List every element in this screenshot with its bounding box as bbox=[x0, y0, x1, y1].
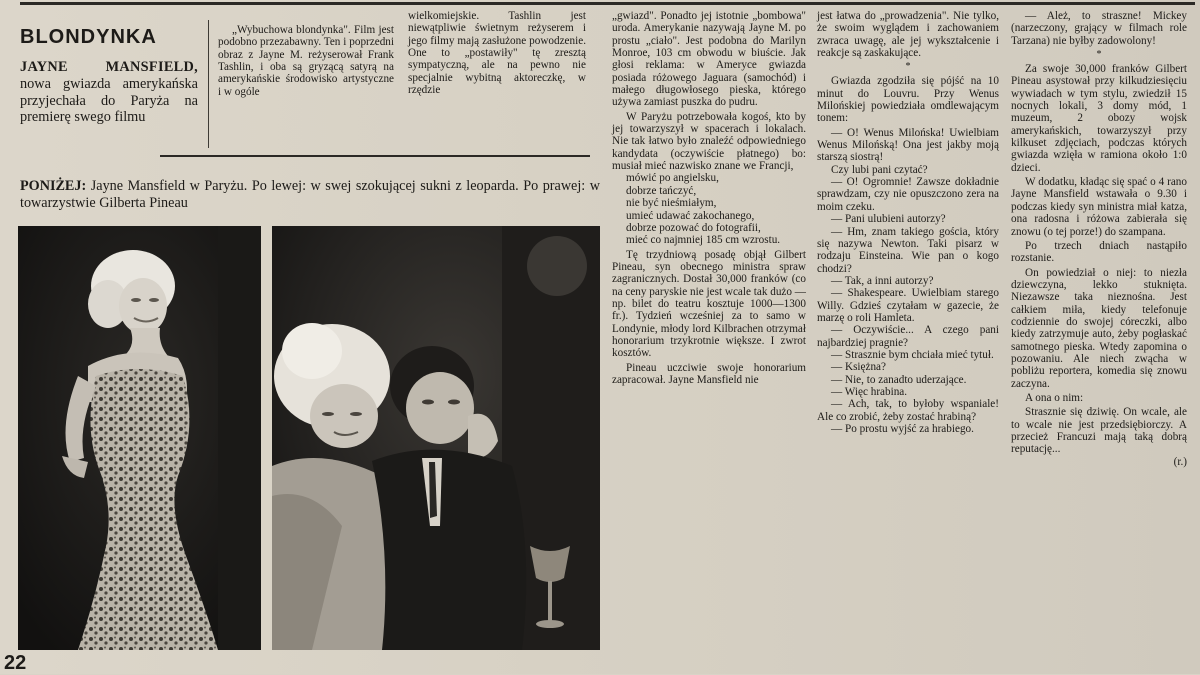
paragraph: Gwiazda zgodziła się pójść na 10 minut do Louvru. Przy Wenus Milońskiej powiedziała omdlewającym tonem: bbox=[817, 75, 999, 125]
author-signature: (r.) bbox=[1173, 455, 1187, 468]
paragraph: jest łatwa do „prowadzenia". Nie tylko, że swoim wyglądem i zachowaniem zwraca uwagę, ale jej wykształcenie i reakcje są zaskakujące. bbox=[817, 10, 999, 60]
list-item: nie być nieśmiałym, bbox=[626, 197, 717, 210]
photo-caption bbox=[20, 178, 600, 212]
intro-lead: JAYNE MANSFIELD, bbox=[20, 59, 198, 75]
list-item: dobrze tańczyć, bbox=[626, 184, 697, 197]
dialogue-line: — Tak, a inni autorzy? bbox=[831, 274, 934, 287]
intro-text: nowa gwiazda amerykańska przyjechała do Paryża na premierę swego filmu bbox=[20, 75, 198, 126]
paragraph: wielkomiejskie. Tashlin jest niewątpliwie świetnym reżyserem i jego filmy mają zasłużone powodzenie. One to „postawiły" tę zresztą sympatyczną, ale na pewno nie specjalnie wybitną aktoreczkę, w rzędzie bbox=[408, 10, 586, 97]
list-item: umieć udawać zakochanego, bbox=[626, 209, 755, 222]
column-2 bbox=[218, 24, 394, 98]
photo-with-gilbert-pineau bbox=[272, 226, 600, 650]
top-rule bbox=[20, 2, 1195, 5]
caption-text: Jayne Mansfield w Paryżu. Po lewej: w swej szokującej sukni z leopardа. Po prawej: w towarzystwie Gilberta Pineau bbox=[20, 178, 601, 211]
dialogue-line: — Nie, to zanadto uderzające. bbox=[831, 373, 967, 386]
article-title: BLONDYNKA bbox=[20, 26, 157, 48]
caption-rule bbox=[160, 155, 590, 157]
dialogue-line: — Ach, tak, to byłoby wspaniale! Ale co zrobić, żeby zostać hrabiną? bbox=[817, 398, 999, 423]
photo-leopard-dress-image bbox=[18, 226, 261, 650]
paragraph: Pineau uczciwie swoje honorarium zapracował. Jayne Mansfield nie bbox=[612, 361, 806, 386]
photo-leopard-dress bbox=[18, 226, 261, 650]
paragraph: Tę trzydniową posadę objął Gilbert Pineau, syn obecnego ministra spraw zagranicznych. Dostał 30,000 franków (co na ceny paryskie nie jest wcale tak dużo — np. bilet do teatru kosztuje 1000—1300 fr.). Tydzień wcześniej za to samo w Londynie, młody lord Kilbrachen otrzymał honorarium trzykrotnie większe. I zwrot kosztów. bbox=[612, 248, 806, 360]
column-divider bbox=[208, 20, 209, 148]
paragraph: A ona o nim: bbox=[1025, 391, 1084, 404]
paragraph: W Paryżu potrzebowała kogoś, kto by jej towarzyszył w spacerach i lokalach. Nie tak łatwo było znaleźć odpowiedniego kandydata (oczywiście płatnego) bo: musiał mieć nazwisko znane we Francji, bbox=[612, 110, 806, 173]
paragraph: „gwiazd". Ponadto jej istotnie „bombowa" uroda. Amerykanie nazywają Jayne M. po prostu „ciało". Jest podobna do Marilyn Monroe, 103 cm obwodu w biuście. Jak głosi reklama: w Ameryce gwiazda posiada różowego Jaguara (samochód) i małego długowłosego pieska, którego używa zamiast puszka do pudru. bbox=[612, 10, 806, 109]
dialogue-line: — Pani ulubieni autorzy? bbox=[831, 213, 946, 226]
paragraph: „Wybuchowa blondynka". Film jest podobno przezabawny. Ten i poprzedni obraz z Jayne M. reżyserował Frank Tashlin, i oba są gryzącą satyrą na amerykańskie środowisko artystyczne i w ogóle bbox=[218, 24, 394, 98]
paragraph: Za swoje 30,000 franków Gilbert Pineau asystował przy kilkudziesięciu wywiadach w tym stylu, zwiedził 15 nocnych lokali, 3 domy mód, 1 muzeum, 2 obozy wojsk amerykańskich, towarzyszył przy kilkuset zdjęciach, podczas których gwiazda wzięła w ramiona około 1:0 dzieci. bbox=[1011, 63, 1187, 174]
dialogue-line: — Ależ, to straszne! Mickey (narzeczony, grający w filmach role Tarzana) nie byłby zadowolony! bbox=[1011, 10, 1187, 47]
paragraph: Po trzech dniach nastąpiło rozstanie. bbox=[1011, 239, 1187, 265]
column-6 bbox=[1011, 10, 1187, 468]
list-item: mieć co najmniej 185 cm wzrostu. bbox=[626, 234, 781, 247]
separator-star: * bbox=[1096, 49, 1102, 61]
dialogue-line: — Shakespeare. Uwielbiam starego Willy. Gdzieś czytałam w gazecie, że marzę o roli Hamleta. bbox=[817, 287, 999, 324]
list-item: dobrze pozować do fotografii, bbox=[626, 221, 761, 234]
dialogue-line: — Strasznie bym chciała mieć tytuł. bbox=[831, 348, 994, 361]
paragraph: W dodatku, kładąc się spać o 4 rano Jayne Mansfield wstawała o 9.30 i podczas kiedy syn ministra miał katza, ona radosna i różowa zabierała się znowu (o tej porze!) do szampana. bbox=[1011, 176, 1187, 238]
paragraph: Strasznie się dziwię. On wcale, ale to wcale nie jest przedsiębiorczy. A przecież Francuzi mają taką dobrą reputację... bbox=[1011, 406, 1187, 456]
caption-lead: PONIŻEJ: bbox=[20, 178, 87, 194]
article-intro bbox=[20, 59, 198, 126]
column-4 bbox=[612, 10, 806, 386]
dialogue-line: — Oczywiście... A czego pani najbardziej pragnie? bbox=[817, 324, 999, 349]
paragraph: On powiedział o niej: to niezła dziewczyna, lekko stuknięta. Niezawsze taka nieznośna. Jest całkiem miła, kiedy telefonuje codziennie do swojej córeczki, albo kiedy zatrzymuje auto, żeby pogłaskać samotnego pieska. Wtedy zapomina o pozowaniu. Ale niech zwącha w pobliżu reportera, komedia się znowu zaczyna. bbox=[1011, 266, 1187, 390]
dialogue-line: — O! Wenus Milońska! Uwielbiam Wenus Milońską! Ona jest jakby moją starszą siostrą! bbox=[817, 126, 999, 164]
dialogue-line: — Hm, znam takiego gościa, który się nazywa Newton. Taki pisarz w rodzaju Einsteina. Wie pan o kogo chodzi? bbox=[817, 225, 999, 275]
dialogue-line: — Więc hrabina. bbox=[831, 385, 908, 398]
column-5 bbox=[817, 10, 999, 435]
list-item: mówić po angielsku, bbox=[626, 172, 719, 185]
dialogue-line: — O! Ogromnie! Zawsze dokładnie sprawdzam, czy nie opuszczono zera na moim czeku. bbox=[817, 176, 999, 213]
page-number: 22 bbox=[4, 652, 27, 674]
column-3 bbox=[408, 10, 586, 96]
separator-star: * bbox=[905, 61, 911, 73]
dialogue-line: — Księżna? bbox=[831, 361, 886, 374]
photo-with-gilbert-pineau-image bbox=[272, 226, 600, 650]
dialogue-line: — Po prostu wyjść za hrabiego. bbox=[831, 423, 974, 435]
dialogue-line: Czy lubi pani czytać? bbox=[831, 163, 928, 176]
